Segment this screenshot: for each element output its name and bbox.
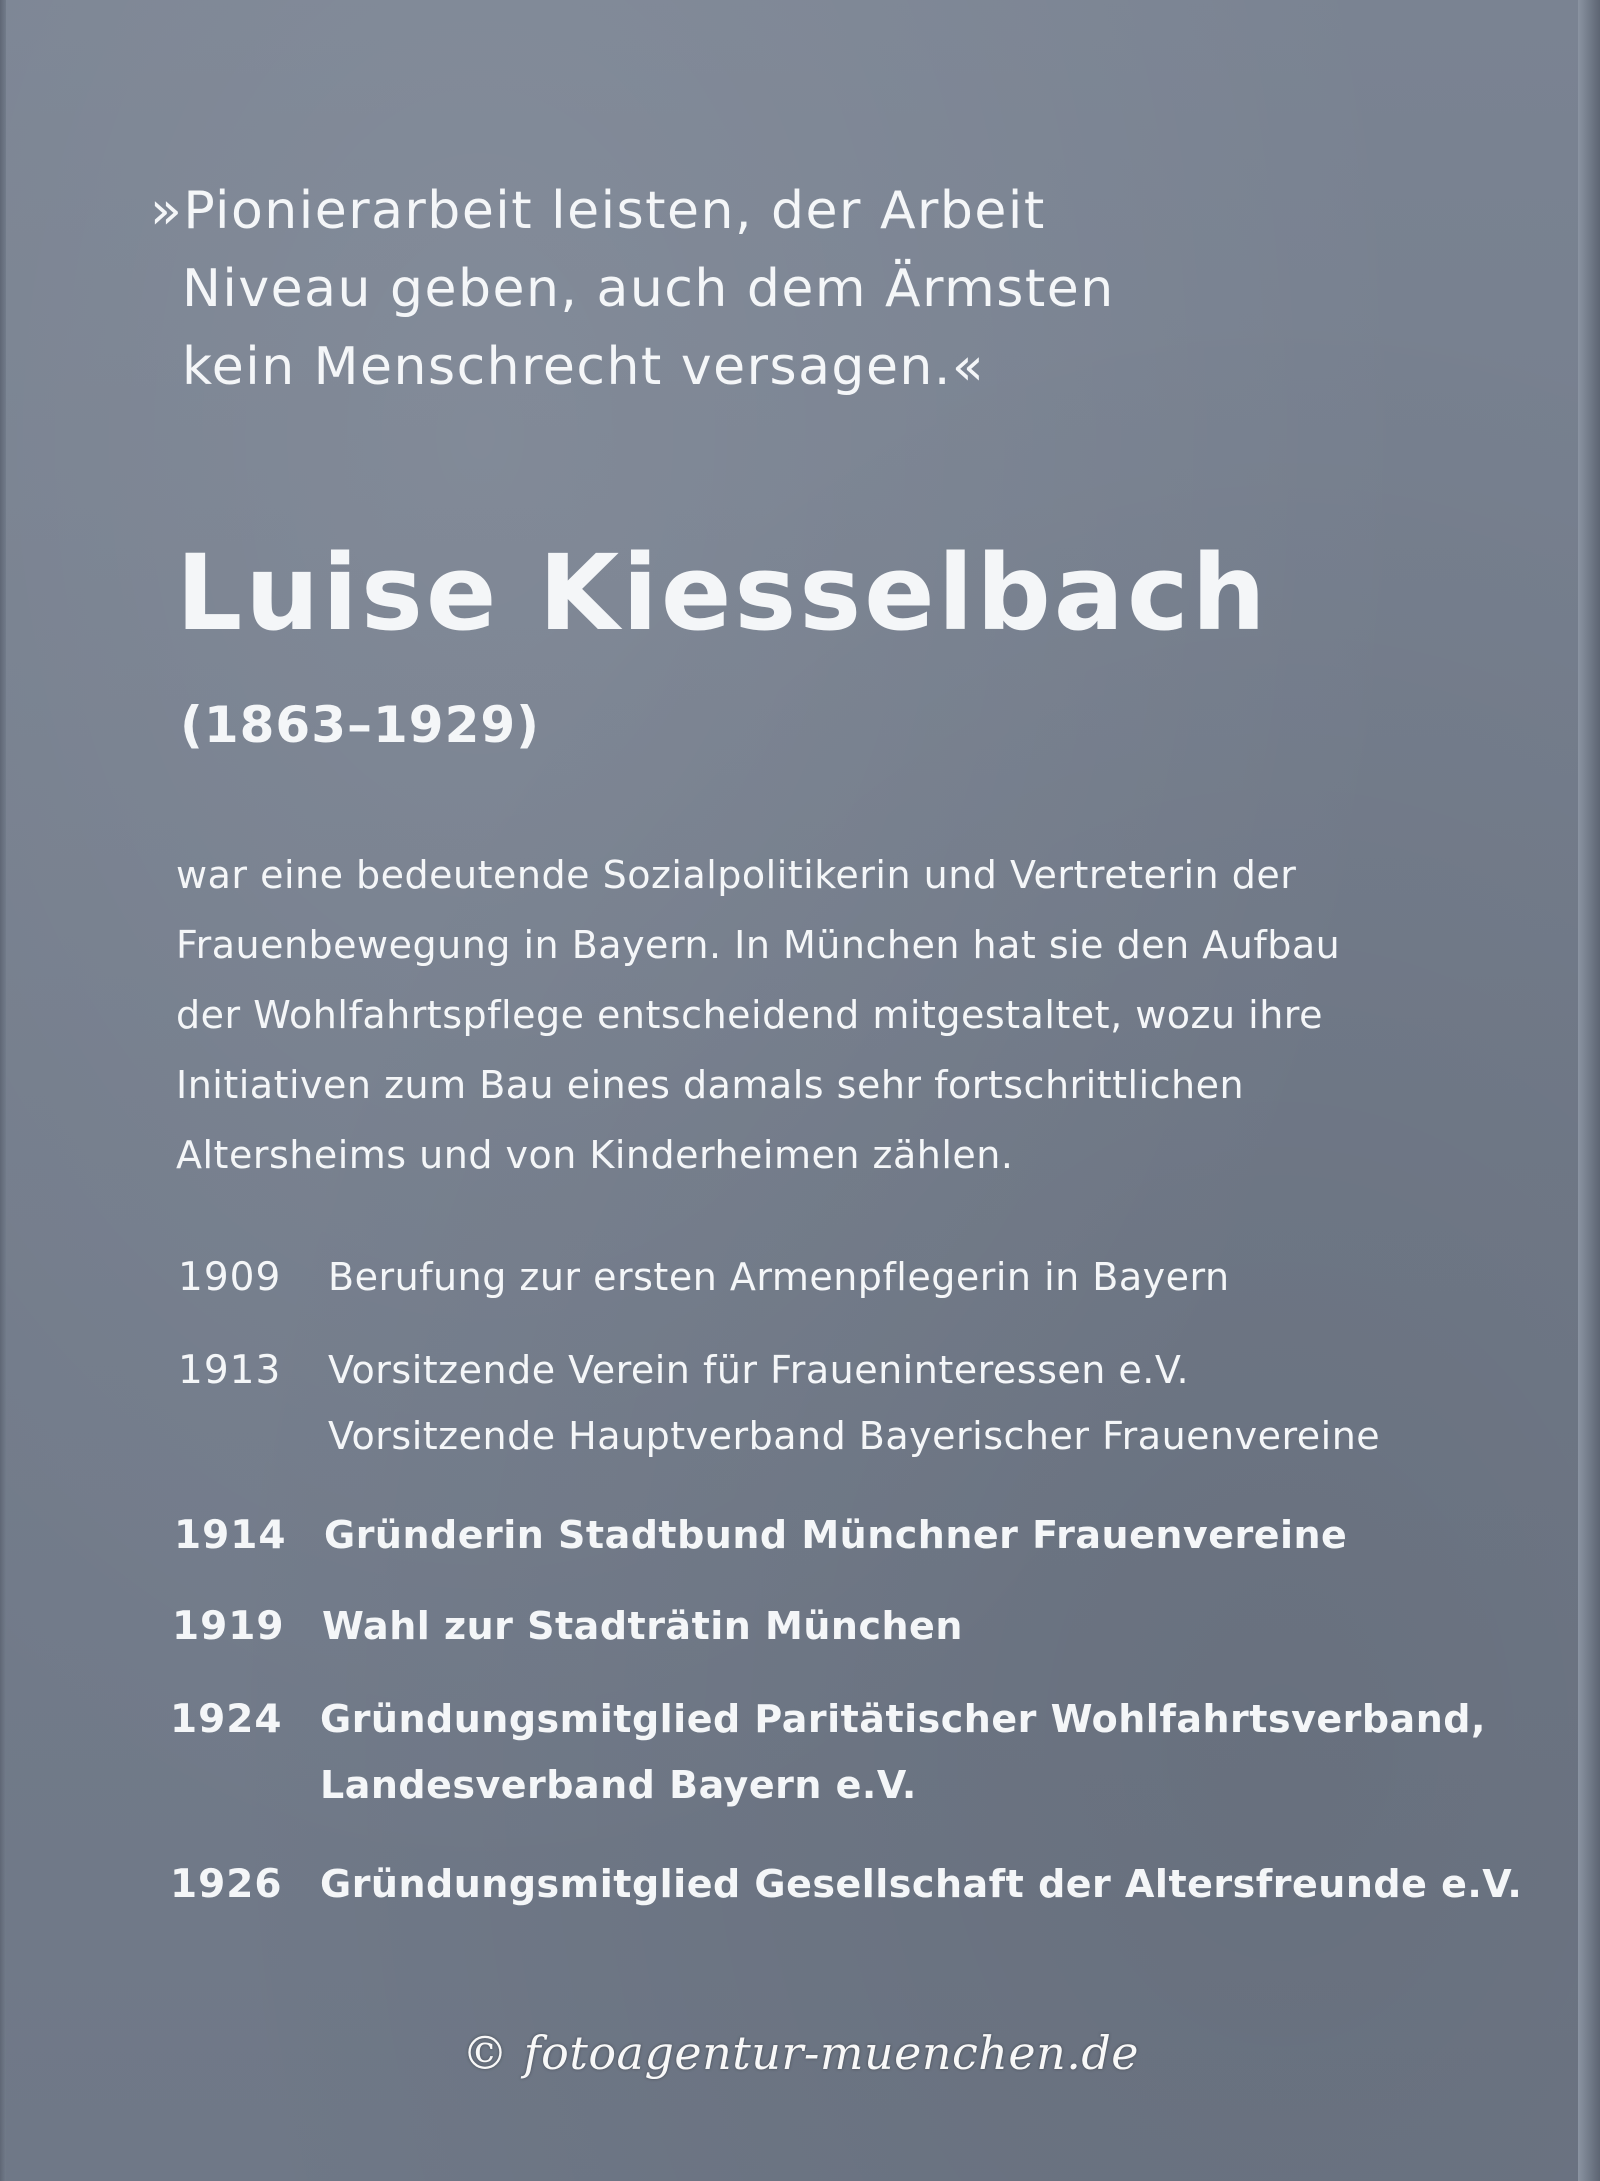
timeline-line: Landesverband Bayern e.V. <box>320 1763 917 1807</box>
person-name: Luise Kiesselbach <box>176 532 1269 654</box>
timeline-entry-1909 <box>178 1255 1230 1300</box>
quote <box>150 172 1115 406</box>
timeline-entry-1919 <box>172 1604 963 1649</box>
timeline-text <box>320 1697 1486 1807</box>
biography-line: Altersheims und von Kinderheimen zählen. <box>176 1133 1014 1177</box>
timeline-year: 1914 <box>174 1513 287 1558</box>
biography <box>176 840 1340 1190</box>
timeline-year: 1913 <box>178 1348 282 1393</box>
copyright-watermark: © fotoagentur-muenchen.de <box>462 2026 1140 2080</box>
timeline-line: Gründerin Stadtbund Münchner Frauenvereine <box>324 1513 1348 1557</box>
timeline-line: Berufung zur ersten Armenpflegerin in Bayern <box>328 1255 1230 1299</box>
timeline-line: Vorsitzende Hauptverband Bayerischer Frauenvereine <box>328 1414 1381 1458</box>
timeline-text <box>328 1348 1380 1458</box>
quote-line: »Pionierarbeit leisten, der Arbeit <box>150 181 1046 241</box>
timeline-text <box>320 1862 1522 1907</box>
timeline-entry-1913 <box>178 1348 1380 1458</box>
timeline-year: 1924 <box>170 1697 283 1742</box>
timeline-entry-1924 <box>170 1697 1486 1807</box>
timeline-entry-1914 <box>174 1513 1347 1558</box>
timeline-text <box>322 1604 963 1649</box>
timeline-line: Wahl zur Stadträtin München <box>322 1604 963 1648</box>
biography-line: der Wohlfahrtspflege entscheidend mitgestaltet, wozu ihre <box>176 993 1323 1037</box>
quote-line: kein Menschrecht versagen.« <box>182 337 986 397</box>
quote-line: Niveau geben, auch dem Ärmsten <box>182 259 1115 319</box>
timeline-line: Gründungsmitglied Gesellschaft der Altersfreunde e.V. <box>320 1862 1523 1906</box>
timeline-year: 1926 <box>170 1862 283 1907</box>
biography-line: Frauenbewegung in Bayern. In München hat sie den Aufbau <box>176 923 1341 967</box>
plaque-left-edge <box>0 0 6 2181</box>
timeline-line: Vorsitzende Verein für Fraueninteressen e.V. <box>328 1348 1190 1392</box>
timeline-text <box>328 1255 1230 1300</box>
biography-line: Initiativen zum Bau eines damals sehr fortschrittlichen <box>176 1063 1245 1107</box>
timeline-year: 1919 <box>172 1604 285 1649</box>
life-dates: (1863–1929) <box>180 696 541 754</box>
plaque-right-edge <box>1578 0 1600 2181</box>
biography-line: war eine bedeutende Sozialpolitikerin und Vertreterin der <box>176 853 1297 897</box>
timeline-text <box>324 1513 1347 1558</box>
timeline-year: 1909 <box>178 1255 282 1300</box>
timeline-entry-1926 <box>170 1862 1522 1907</box>
timeline-line: Gründungsmitglied Paritätischer Wohlfahrtsverband, <box>320 1697 1486 1741</box>
